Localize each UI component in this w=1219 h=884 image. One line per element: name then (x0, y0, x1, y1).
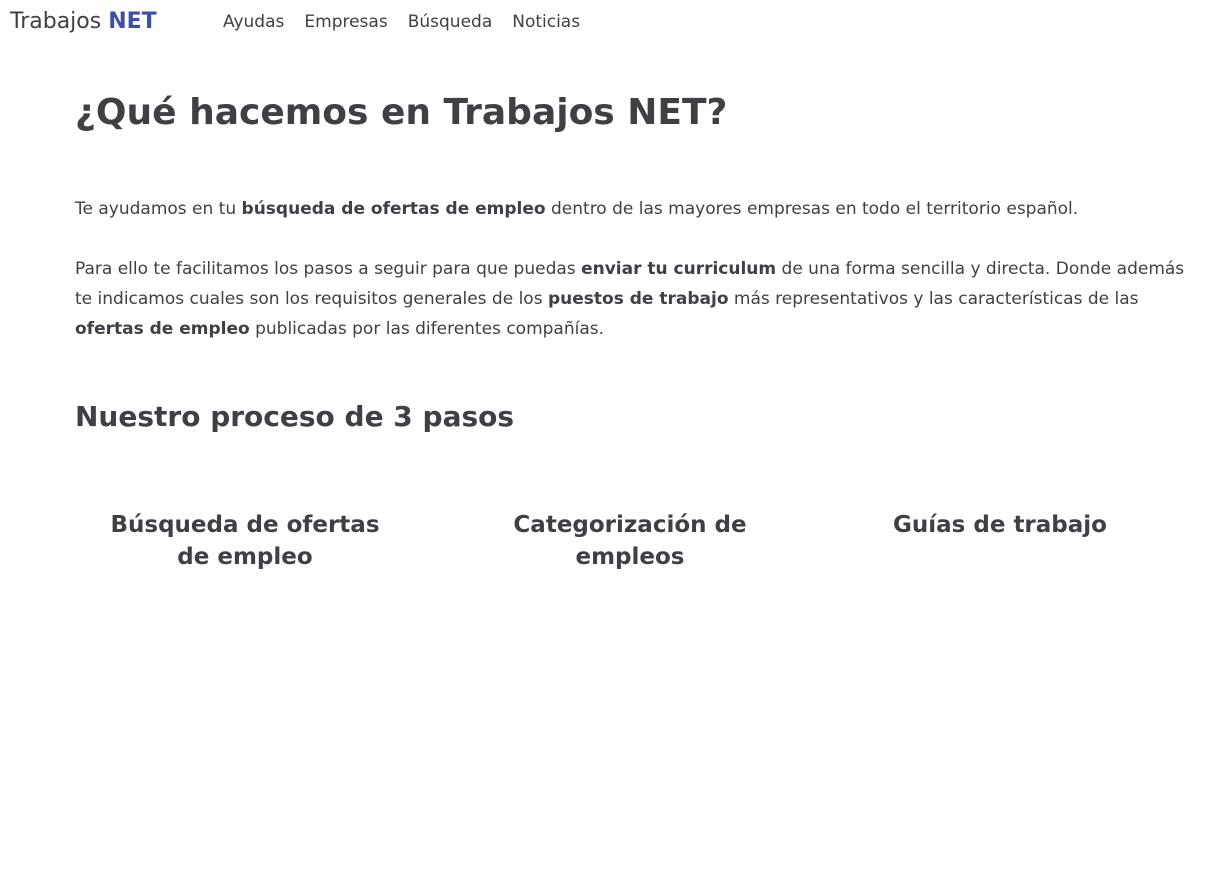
nav-link-ayudas[interactable]: Ayudas (223, 12, 285, 32)
details-highlight-1: enviar tu curriculum (581, 259, 777, 279)
nav-item-empresas (304, 10, 387, 34)
intro-text-2: dentro de las mayores empresas en todo el territorio español. (545, 199, 1079, 219)
nav-item-busqueda (408, 10, 493, 34)
intro-highlight: búsqueda de ofertas de empleo (241, 199, 546, 219)
nav-link-busqueda[interactable]: Búsqueda (407, 12, 493, 32)
brand-name: Trabajos (10, 9, 102, 34)
page-title: ¿Qué hacemos en Trabajos NET? (75, 92, 728, 133)
details-text-4: publicadas por las diferentes compañías. (249, 319, 605, 339)
details-text-3: más representativos y las características de las (728, 289, 1139, 309)
details-paragraph (75, 254, 1185, 344)
nav-item-ayudas (223, 10, 284, 34)
step-title-categorizacion: Categorización de empleos (513, 512, 747, 570)
nav-link-noticias[interactable]: Noticias (512, 12, 581, 32)
intro-text-1: Te ayudamos en tu (75, 199, 242, 219)
details-highlight-3: ofertas de empleo (75, 319, 250, 339)
brand-accent: NET (108, 9, 157, 34)
step-title-guias: Guías de trabajo (893, 512, 1107, 538)
nav-item-noticias (512, 10, 580, 34)
process-steps (75, 486, 1185, 570)
brand-logo[interactable] (10, 8, 157, 36)
top-navbar (0, 0, 1219, 46)
details-text-1: Para ello te facilitamos los pasos a seguir para que puedas (75, 259, 582, 279)
process-title: Nuestro proceso de 3 pasos (75, 400, 515, 433)
intro-paragraph (75, 194, 1185, 224)
nav-link-empresas[interactable]: Empresas (304, 12, 388, 32)
main-content (75, 86, 1185, 433)
details-text-2: de una forma sencilla y directa. Donde además te indicamos cuales son los requisitos generales de los (75, 259, 1185, 309)
step-title-busqueda: Búsqueda de ofertas de empleo (110, 512, 380, 570)
details-highlight-2: puestos de trabajo (547, 289, 729, 309)
main-nav (223, 10, 580, 34)
